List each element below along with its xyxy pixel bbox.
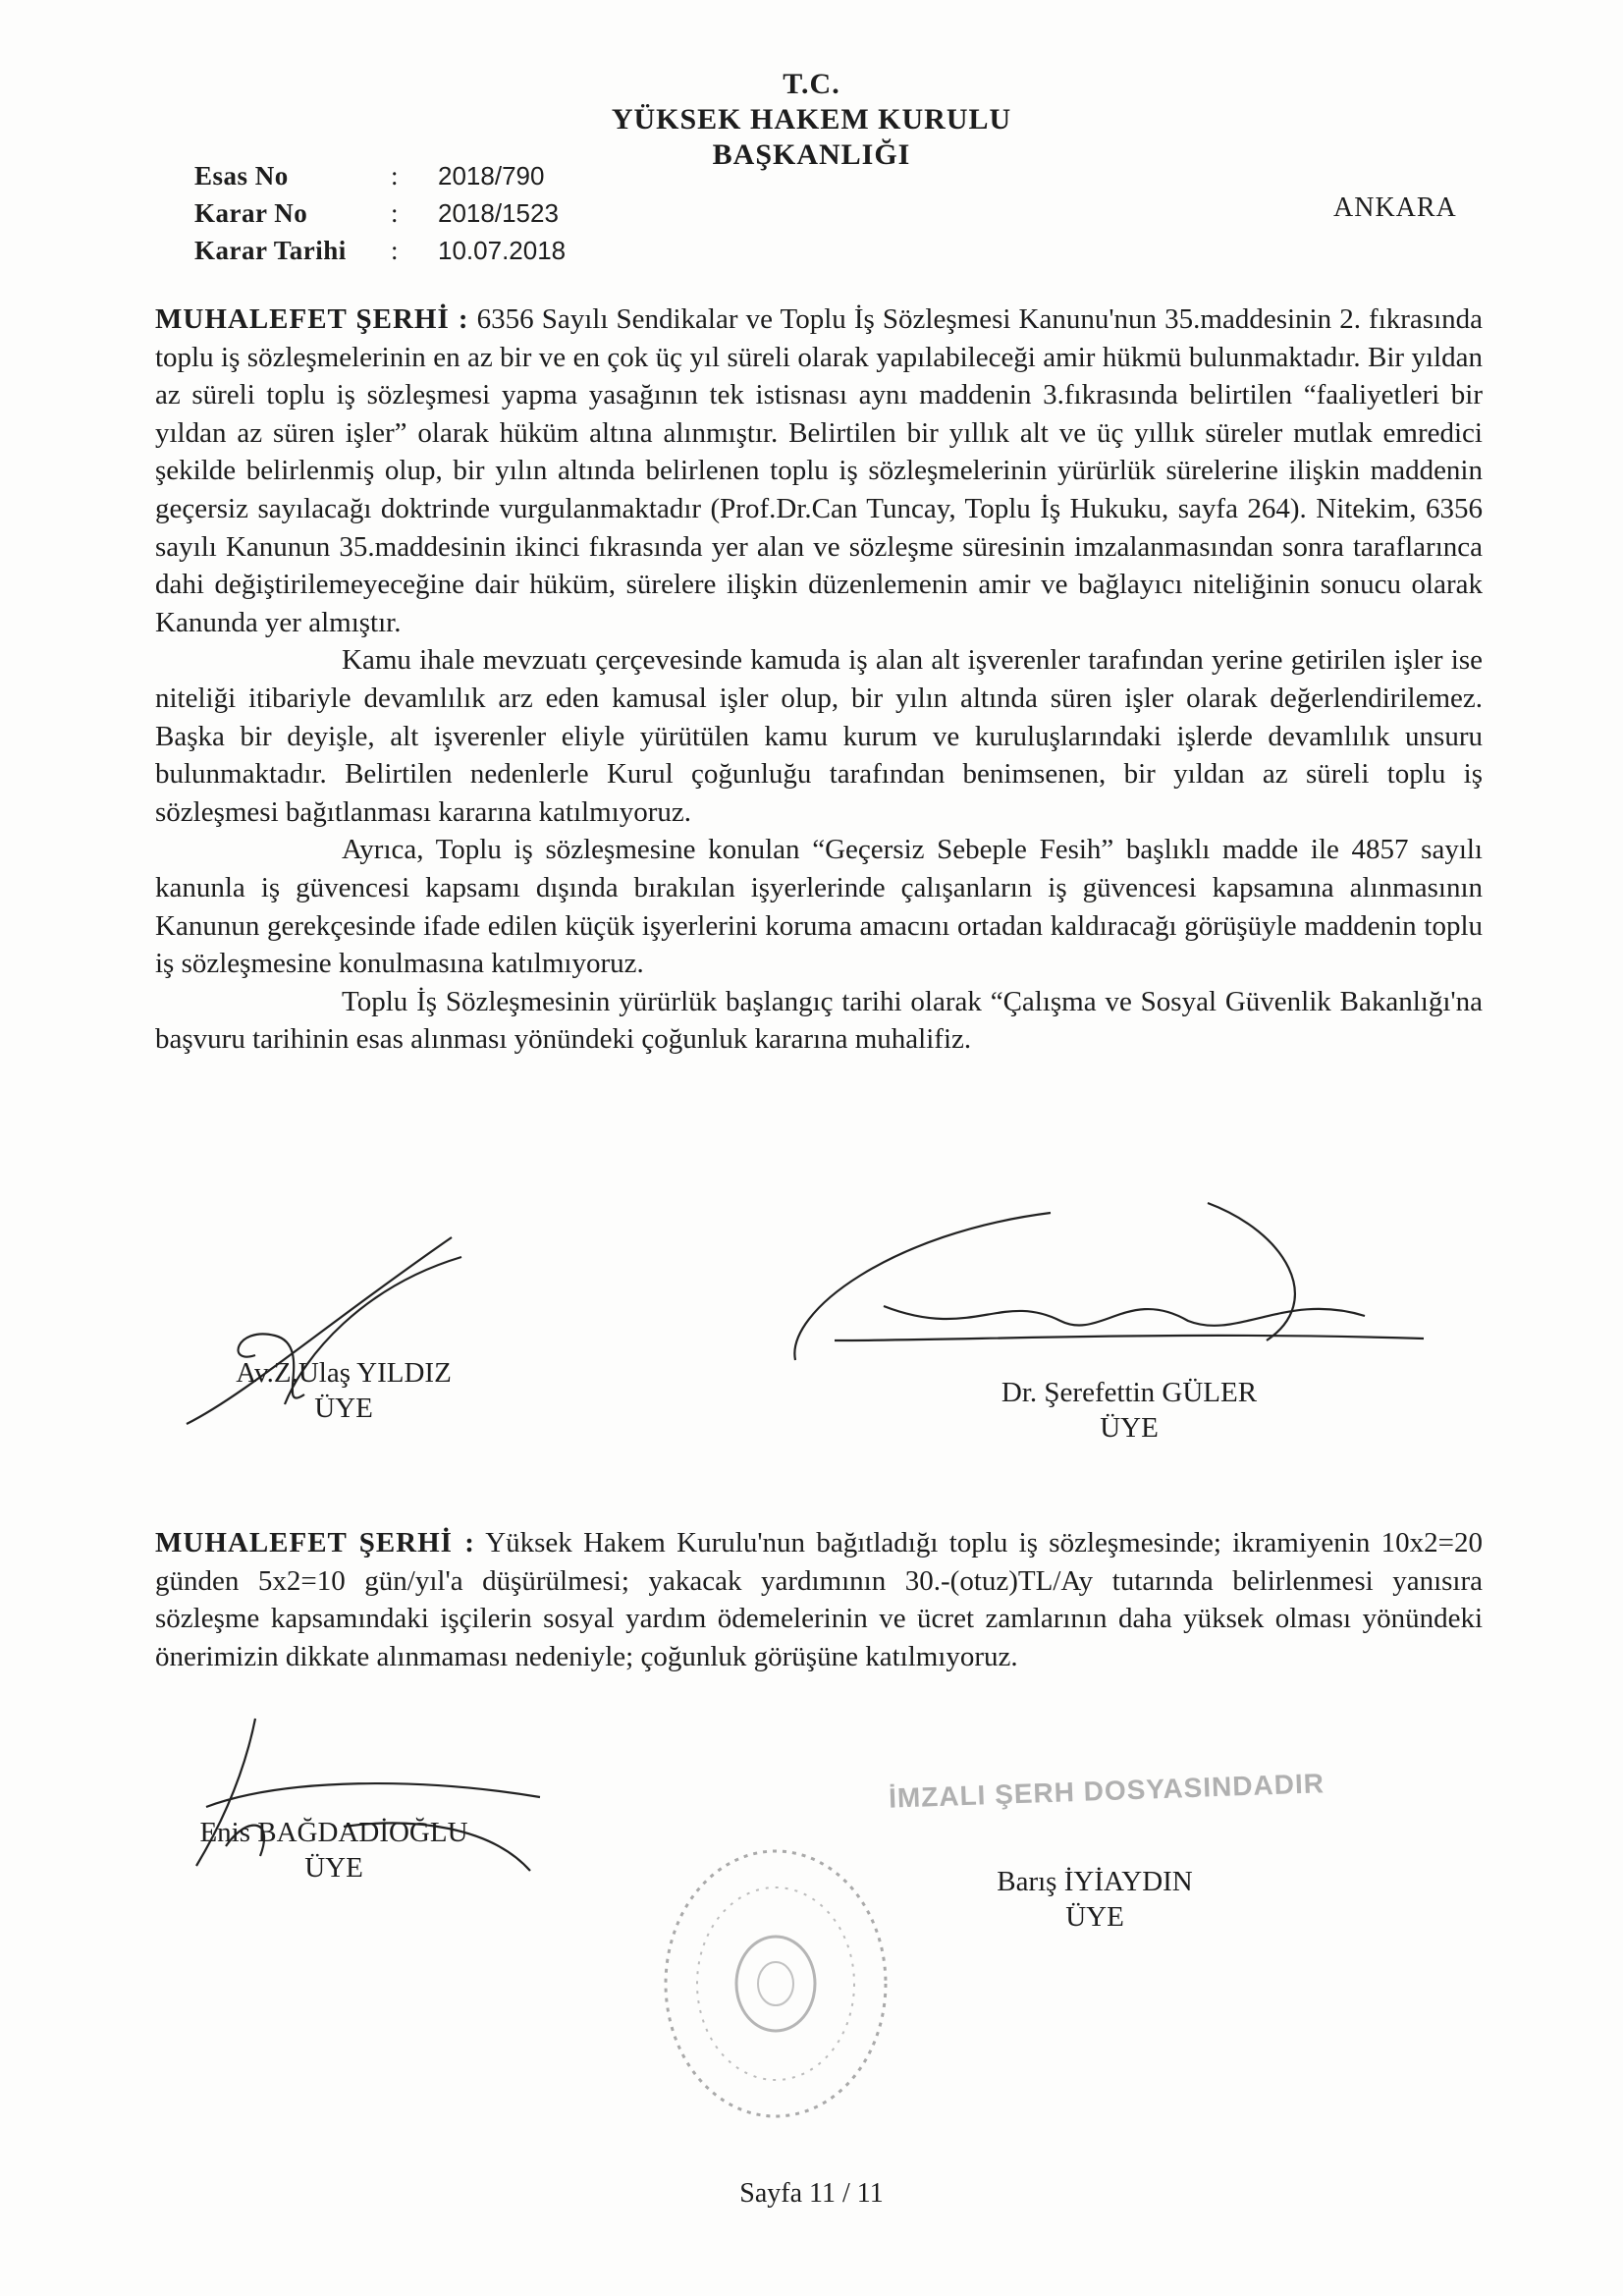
- dissent-1-p1-text: 6356 Sayılı Sendikalar ve Toplu İş Sözleşmesi Kanunu'nun 35.maddesinin 2. fıkrasında toplu iş sözleşmelerinin en az bir ve en çok üç yıl süreli olarak yapılabileceği amir hükmü bulunmaktadır. Bir yıldan az süreli toplu iş sözleşmesi yapma yasağının tek istisnası aynı maddenin 3.fıkrasında belirtilen “faaliyetleri bir yıldan az süren işler” olarak hüküm altına alınmıştır. Belirtilen bir yıllık alt ve üç yıllık süreler mutlak emredici şekilde belirlenmiş olup, bir yılın altında belirlenen toplu iş sözleşmelerinin yürürlük sürelerine ilişkin maddenin geçersiz sayılacağı doktrinde vurgulanmaktadır (Prof.Dr.Can Tuncay, Toplu İş Hukuku, sayfa 264). Nitekim, 6356 sayılı Kanunun 35.maddesinin ikinci fıkrasında yer alan ve sözleşme süresinin imzalanmasından sonra taraflarınca dahi değiştirilemeyeceğine dair hüküm, sürelere ilişkin düzenlemenin amir ve bağlayıcı niteliğinin sonucu olarak Kanunda yer almıştır.: [155, 303, 1484, 638]
- dissent-opinion-2: [155, 1524, 1483, 1675]
- header-line-institution: YÜKSEK HAKEM KURULU: [611, 103, 1012, 136]
- signer-title-bagdadioglu: ÜYE: [304, 1852, 363, 1884]
- signature-block-bagdadioglu: [167, 1815, 501, 1886]
- official-seal-icon: [653, 1836, 898, 2131]
- dissent-2-heading: MUHALEFET ŞERHİ :: [155, 1527, 475, 1558]
- header-line-presidency: BAŞKANLIĞI: [712, 138, 911, 171]
- esas-label: Esas No: [194, 161, 289, 191]
- dissent-1-paragraph-1: [155, 301, 1483, 641]
- signature-block-guler: [943, 1375, 1316, 1446]
- dissent-1-paragraph-2: Kamu ihale mevzuatı çerçevesinde kamuda iş alan alt işverenler tarafından yerine getirilen işler ise niteliği itibariyle devamlılık arz eden kamusal işler olup, bir yılın altında süren işler olarak değerlendirilemez. Başka bir deyişle, alt işverenler eliyle yürütülen kamu kurum ve kuruluşlarındaki işlerde devamlılık unsuru bulunmaktadır. Belirtilen nedenlerle Kurul çoğunluğu tarafından benimsenen, bir yıldan az süreli toplu iş sözleşmesi bağıtlanması kararına katılmıyoruz.: [155, 644, 1483, 828]
- case-meta: [194, 157, 566, 269]
- signer-title-yildiz: ÜYE: [314, 1393, 373, 1424]
- signer-name-yildiz: Av.Z.Ulaş YILDIZ: [236, 1357, 452, 1389]
- city-label: ANKARA: [1333, 192, 1457, 223]
- meta-row-esas: [194, 157, 566, 194]
- meta-colon: :: [391, 236, 399, 265]
- dissent-2-p1-text: Yüksek Hakem Kurulu'nun bağıtladığı toplu iş sözleşmesinde; ikramiyenin 10x2=20 günden 5x2=10 gün/yıl'a düşürülmesi; yakacak yardımının 30.-(otuz)TL/Ay tutarında belirlenmesi yanısıra sözleşme kapsamındaki işçilerin sosyal yardım ödemelerinin ve ücret zamlarının daha yüksek olması yönündeki önerimizin dikkate alınmaması nedeniyle; çoğunluk görüşüne katılmıyoruz.: [155, 1527, 1483, 1672]
- signer-title-guler: ÜYE: [1100, 1412, 1159, 1444]
- signer-name-guler: Dr. Şerefettin GÜLER: [1001, 1377, 1258, 1408]
- tarih-value: 10.07.2018: [438, 236, 567, 265]
- karar-label: Karar No: [194, 198, 308, 228]
- esas-value: 2018/790: [438, 161, 545, 191]
- signature-guler: [776, 1193, 1463, 1390]
- tarih-label: Karar Tarihi: [194, 236, 347, 265]
- dissent-1-paragraph-3: Ayrıca, Toplu iş sözleşmesine konulan “Geçersiz Sebeple Fesih” başlıklı madde ile 4857 sayılı kanunla iş güvencesi kapsamı dışında bırakılan işyerlerinde çalışanların iş güvencesi kapsamına alınmasının Kanunun gerekçesinde ifade edilen küçük işyerlerini koruma amacını ortadan kaldıracağı görüşüyle maddenin toplu iş sözleşmesine konulmasına katılmıyoruz.: [155, 834, 1483, 980]
- dissent-1-paragraph-4: Toplu İş Sözleşmesinin yürürlük başlangıç tarihi olarak “Çalışma ve Sosyal Güvenlik Bakanlığı'na başvuru tarihinin esas alınması yönündeki çoğunluk kararına muhalifiz.: [155, 985, 1483, 1056]
- signer-name-iyiaydin: Barış İYİAYDIN: [997, 1866, 1193, 1897]
- meta-colon: :: [391, 161, 399, 191]
- filed-signature-stamp: İMZALI ŞERH DOSYASINDADIR: [888, 1768, 1325, 1814]
- signer-name-bagdadioglu: Enis BAĞDADİOĞLU: [199, 1817, 468, 1848]
- meta-row-karar: [194, 194, 566, 232]
- dissent-opinion-1: [155, 301, 1483, 1059]
- signature-block-yildiz: [196, 1355, 491, 1426]
- meta-colon: :: [391, 198, 399, 228]
- header-line-tc: T.C.: [783, 68, 840, 100]
- meta-row-tarih: [194, 232, 566, 269]
- signer-title-iyiaydin: ÜYE: [1065, 1901, 1124, 1933]
- dissent-1-heading: MUHALEFET ŞERHİ :: [155, 303, 469, 335]
- page-number: Sayfa 11 / 11: [739, 2178, 884, 2209]
- karar-value: 2018/1523: [438, 198, 559, 228]
- signature-block-iyiaydin: [952, 1864, 1237, 1935]
- dissent-2-paragraph-1: [155, 1524, 1483, 1675]
